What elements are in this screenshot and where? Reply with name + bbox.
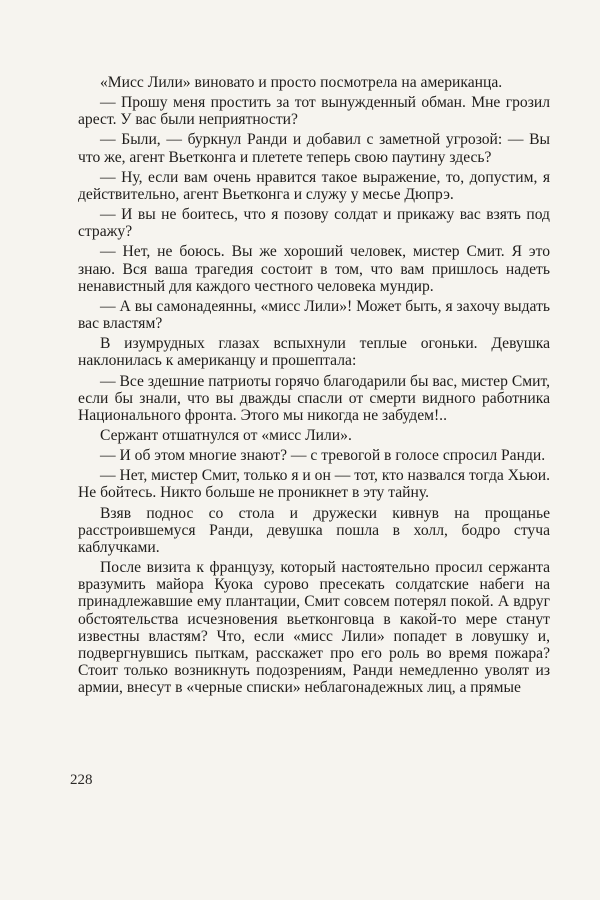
paragraph: «Мисс Лили» виновато и просто посмотрела на американца. xyxy=(100,74,503,91)
paragraph: — И об этом многие знают? — с тревогой в голосе спросил Ранди. xyxy=(100,447,546,465)
paragraph: В изумрудных глазах вспыхнули теплые огоньки. Девушка наклонилась к американцу и прошептала: xyxy=(78,335,550,370)
paragraph: — А вы самонадеянны, «мисс Лили»! Может быть, я захочу выдать вас властям? xyxy=(78,297,550,333)
page-number: 228 xyxy=(70,772,93,788)
page-body-text xyxy=(78,74,550,699)
paragraph: — И вы не боитесь, что я позову солдат и прикажу вас взять под стражу? xyxy=(78,206,550,241)
paragraph: Взяв поднос со стола и дружески кивнув на прощанье расстроившемуся Ранди, девушка пошла в холл, бодро стуча каблучками. xyxy=(78,504,550,556)
paragraph: — Нет, мистер Смит, только я и он — тот, кто назвался тогда Хьюи. Не бойтесь. Никто больше не проникнет в эту тайну. xyxy=(78,467,550,502)
paragraph: — Все здешние патриоты горячо благодарили бы вас, мистер Смит, если бы знали, что вы дважды спасли от смерти видного работника Национального фронта. Этого мы никогда не забудем!.. xyxy=(78,372,550,424)
paragraph: — Были, — буркнул Ранди и добавил с заметной угрозой: — Вы что же, агент Вьетконга и плетете теперь свою паутину здесь? xyxy=(78,131,550,166)
paragraph: Сержант отшатнулся от «мисс Лили». xyxy=(100,426,352,444)
paragraph: — Ну, если вам очень нравится такое выражение, то, допустим, я действительно, агент Вьетконга и служу у месье Дюпрэ. xyxy=(78,168,550,203)
paragraph: — Нет, не боюсь. Вы же хороший человек, мистер Смит. Я это знаю. Вся ваша трагедия состоит в том, что вам пришлось надеть ненавистный для каждого честного человека мундир. xyxy=(78,243,550,295)
paragraph: После визита к французу, который настоятельно просил сержанта вразумить майора Куока сурово пресекать солдатские набеги на принадлежавшие ему плантации, Смит совсем потерял покой. А вдруг обстоятельства исчезновения вьетконговца в какой-то мере станут известны властям? Что, если «мисс Лили» попадет в ловушку и, подвергнувшись пыткам, расскажет про его роль во время пожара? Стоит только возникнуть подозрениям, Ранди немедленно уволят из армии, внесут в «черные списки» неблагонадежных лиц, а прямые xyxy=(78,559,550,697)
paragraph: — Прошу меня простить за тот вынужденный обман. Мне грозил арест. У вас были неприятности? xyxy=(78,94,550,129)
